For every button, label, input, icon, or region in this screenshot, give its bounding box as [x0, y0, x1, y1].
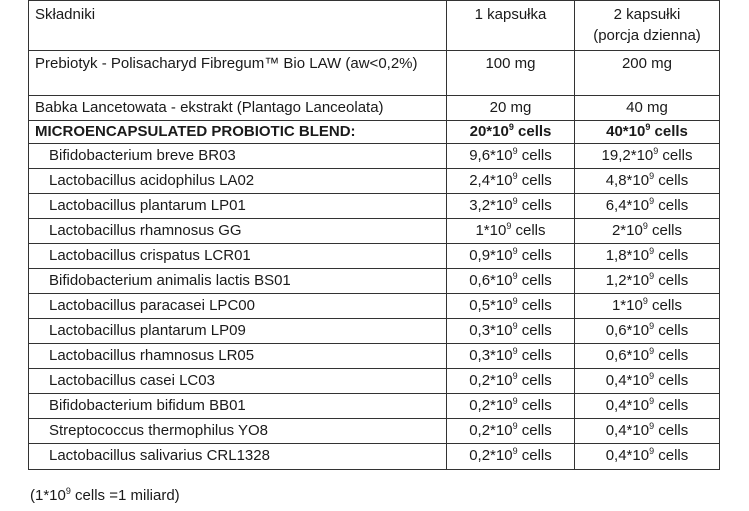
strain-name: Lactobacillus rhamnosus LR05 [29, 344, 447, 369]
strain-amount-two: $0,4*10^9$ cells [575, 394, 720, 419]
strain-name: Lactobacillus salivarius CRL1328 [29, 444, 447, 470]
strain-amount-two: $1,8*10^9$ cells [575, 244, 720, 269]
strain-amount-one: $0,3*10^9$ cells [447, 319, 575, 344]
header-ingredients: Składniki [29, 1, 447, 51]
blend-amount-one: $20*10^9$ cells [447, 121, 575, 144]
ingredient-name: Prebiotyk - Polisacharyd Fibregum™ Bio LAW (aw<0,2%) [29, 51, 447, 96]
table-row [29, 319, 720, 344]
strain-amount-one: $1*10^9$ cells [447, 219, 575, 244]
strain-name: Lactobacillus casei LC03 [29, 369, 447, 394]
table-row [29, 269, 720, 294]
strain-amount-two: $6,4*10^9$ cells [575, 194, 720, 219]
strain-name: Lactobacillus plantarum LP09 [29, 319, 447, 344]
strain-amount-two: $0,4*10^9$ cells [575, 444, 720, 470]
strain-amount-one: $0,6*10^9$ cells [447, 269, 575, 294]
amount-two: 200 mg [575, 51, 720, 96]
table-row [29, 294, 720, 319]
ingredients-table [28, 0, 720, 470]
strain-name: Streptococcus thermophilus YO8 [29, 419, 447, 444]
table-row [29, 244, 720, 269]
strain-amount-one: $0,2*10^9$ cells [447, 369, 575, 394]
table-row [29, 369, 720, 394]
strain-amount-one: $9,6*10^9$ cells [447, 144, 575, 169]
strain-amount-one: $0,3*10^9$ cells [447, 344, 575, 369]
ingredients-table-body [29, 1, 720, 470]
amount-two: 40 mg [575, 96, 720, 121]
table-row [29, 419, 720, 444]
strain-name: Lactobacillus acidophilus LA02 [29, 169, 447, 194]
strain-name: Lactobacillus plantarum LP01 [29, 194, 447, 219]
amount-one: 100 mg [447, 51, 575, 96]
strain-amount-two: $2*10^9$ cells [575, 219, 720, 244]
strain-amount-two: $0,4*10^9$ cells [575, 419, 720, 444]
strain-name: Bifidobacterium bifidum BB01 [29, 394, 447, 419]
strain-amount-two: $19,2*10^9$ cells [575, 144, 720, 169]
header-two-line2: (porcja dzienna) [593, 27, 701, 44]
strain-name: Lactobacillus rhamnosus GG [29, 219, 447, 244]
strain-amount-two: $4,8*10^9$ cells [575, 169, 720, 194]
amount-one: 20 mg [447, 96, 575, 121]
strain-amount-two: $0,4*10^9$ cells [575, 369, 720, 394]
table-row [29, 194, 720, 219]
footnote: ($1*10^9$ cells =1 miliard) [30, 486, 180, 504]
strain-amount-one: $2,4*10^9$ cells [447, 169, 575, 194]
strain-name: Lactobacillus crispatus LCR01 [29, 244, 447, 269]
strain-amount-two: $1,2*10^9$ cells [575, 269, 720, 294]
strain-name: Lactobacillus paracasei LPC00 [29, 294, 447, 319]
table-row [29, 444, 720, 470]
strain-name: Bifidobacterium animalis lactis BS01 [29, 269, 447, 294]
table-row [29, 51, 720, 96]
blend-row [29, 121, 720, 144]
strain-amount-one: $0,2*10^9$ cells [447, 419, 575, 444]
table-row [29, 169, 720, 194]
header-row [29, 1, 720, 51]
blend-name: MICROENCAPSULATED PROBIOTIC BLEND: [29, 121, 447, 144]
strain-amount-two: $0,6*10^9$ cells [575, 344, 720, 369]
strain-name: Bifidobacterium breve BR03 [29, 144, 447, 169]
strain-amount-two: $1*10^9$ cells [575, 294, 720, 319]
blend-amount-two: $40*10^9$ cells [575, 121, 720, 144]
table-row [29, 144, 720, 169]
strain-amount-one: $0,9*10^9$ cells [447, 244, 575, 269]
header-two-capsules [575, 1, 720, 51]
ingredient-name: Babka Lancetowata - ekstrakt (Plantago Lanceolata) [29, 96, 447, 121]
table-row [29, 96, 720, 121]
strain-amount-one: $0,2*10^9$ cells [447, 394, 575, 419]
header-one-capsule: 1 kapsułka [447, 1, 575, 51]
strain-amount-one: $3,2*10^9$ cells [447, 194, 575, 219]
strain-amount-one: $0,5*10^9$ cells [447, 294, 575, 319]
table-row [29, 344, 720, 369]
header-two-line1: 2 kapsułki [613, 6, 681, 23]
strain-amount-one: $0,2*10^9$ cells [447, 444, 575, 470]
table-row [29, 394, 720, 419]
table-row [29, 219, 720, 244]
strain-amount-two: $0,6*10^9$ cells [575, 319, 720, 344]
